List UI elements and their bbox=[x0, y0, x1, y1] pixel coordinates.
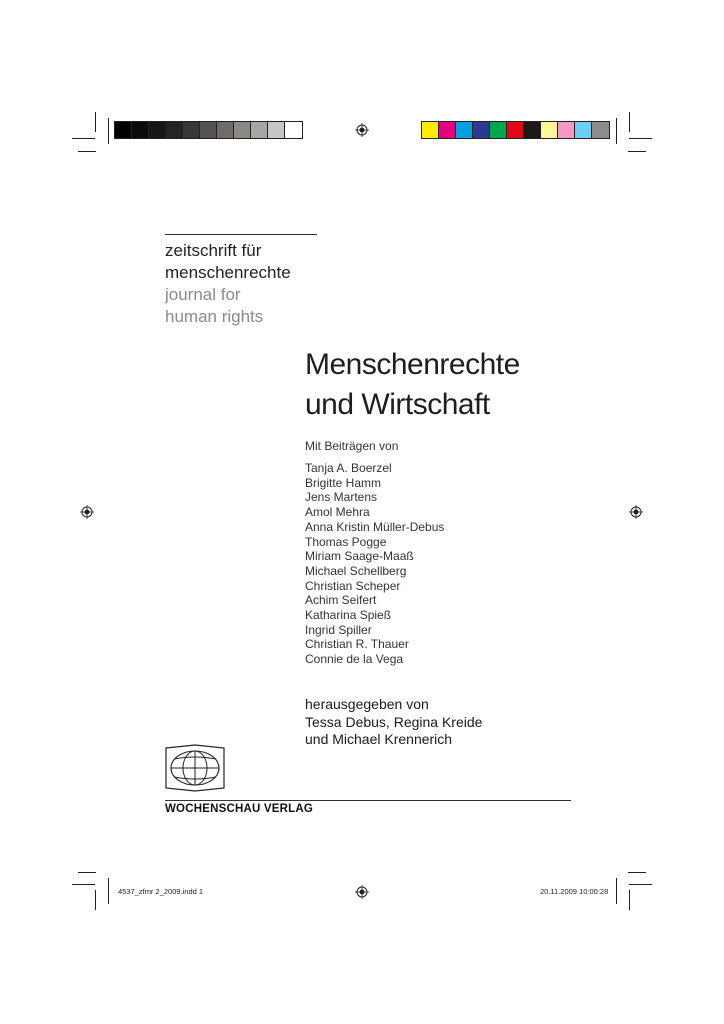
color-swatch bbox=[473, 122, 490, 138]
crop-mark bbox=[628, 872, 646, 873]
crop-mark bbox=[78, 872, 96, 873]
contributor-name: Michael Schellberg bbox=[305, 563, 407, 578]
color-swatch bbox=[456, 122, 473, 138]
contributor-name: Anna Kristin Müller-Debus bbox=[305, 519, 445, 534]
crop-mark bbox=[78, 151, 96, 152]
crop-mark bbox=[616, 878, 617, 904]
crop-mark bbox=[616, 118, 617, 144]
print-slug-file: 4537_zfmr 2_2009.indd 1 bbox=[118, 887, 204, 896]
color-swatch bbox=[115, 122, 132, 138]
contributor-name: Katharina Spieß bbox=[305, 608, 392, 623]
color-swatch bbox=[524, 122, 541, 138]
book-title-line1: Menschenrechte bbox=[305, 348, 520, 381]
journal-title-de-line1: zeitschrift für bbox=[165, 241, 262, 260]
color-swatch bbox=[592, 122, 609, 138]
print-slug-date: 20.11.2009 10:00:28 bbox=[540, 887, 609, 896]
contributor-name: Miriam Saage-Maaß bbox=[305, 549, 414, 564]
contributor-name: Achim Seifert bbox=[305, 593, 377, 608]
color-swatch bbox=[575, 122, 592, 138]
journal-title-de-line2: menschenrechte bbox=[165, 263, 291, 282]
crop-mark bbox=[72, 138, 95, 139]
color-swatch bbox=[422, 122, 439, 138]
color-swatch bbox=[149, 122, 166, 138]
color-swatch bbox=[439, 122, 456, 138]
crop-mark bbox=[629, 112, 630, 132]
color-swatch bbox=[251, 122, 268, 138]
contributor-name: Christian R. Thauer bbox=[305, 637, 409, 652]
contributor-name: Ingrid Spiller bbox=[305, 622, 372, 637]
journal-title-en-line2: human rights bbox=[165, 307, 264, 326]
color-swatch bbox=[217, 122, 234, 138]
registration-mark-icon bbox=[355, 885, 369, 899]
contributor-name: Tanja A. Boerzel bbox=[305, 461, 392, 475]
color-swatch bbox=[268, 122, 285, 138]
color-swatch bbox=[285, 122, 302, 138]
crop-mark bbox=[629, 884, 652, 885]
crop-mark bbox=[629, 138, 652, 139]
color-swatch bbox=[234, 122, 251, 138]
publisher-rule bbox=[165, 800, 571, 801]
journal-title-en-line1: journal for bbox=[165, 285, 241, 304]
contributor-name: Amol Mehra bbox=[305, 505, 370, 520]
book-title-line2: und Wirtschaft bbox=[305, 388, 490, 421]
contributor-name: Connie de la Vega bbox=[305, 652, 404, 667]
color-swatch bbox=[507, 122, 524, 138]
journal-name bbox=[165, 240, 291, 328]
color-swatch bbox=[200, 122, 217, 138]
process-color-bar bbox=[421, 121, 610, 139]
crop-mark bbox=[95, 890, 96, 910]
journal-rule bbox=[165, 234, 317, 235]
contributor-name: Thomas Pogge bbox=[305, 534, 387, 549]
contributors-list bbox=[305, 461, 444, 667]
registration-mark-icon bbox=[629, 505, 643, 519]
crop-mark bbox=[108, 118, 109, 144]
color-swatch bbox=[490, 122, 507, 138]
color-swatch bbox=[558, 122, 575, 138]
editors-line1: herausgegeben von bbox=[305, 696, 429, 712]
book-title bbox=[305, 345, 520, 425]
registration-mark-icon bbox=[80, 505, 94, 519]
contributor-name: Christian Scheper bbox=[305, 578, 401, 593]
grayscale-color-bar bbox=[114, 121, 303, 139]
crop-mark bbox=[628, 151, 646, 152]
globe-icon bbox=[165, 744, 225, 792]
crop-mark bbox=[95, 112, 96, 132]
color-swatch bbox=[132, 122, 149, 138]
crop-mark bbox=[108, 878, 109, 904]
color-swatch bbox=[541, 122, 558, 138]
editors-line3: und Michael Krennerich bbox=[305, 731, 453, 747]
contributor-name: Brigitte Hamm bbox=[305, 475, 382, 490]
contributors-label: Mit Beiträgen von bbox=[305, 439, 399, 453]
crop-mark bbox=[72, 884, 95, 885]
editors-block bbox=[305, 696, 482, 749]
editors-line2: Tessa Debus, Regina Kreide bbox=[305, 713, 483, 730]
registration-mark-icon bbox=[355, 123, 369, 137]
color-swatch bbox=[183, 122, 200, 138]
contributor-name: Jens Martens bbox=[305, 490, 378, 505]
publisher-name: WOCHENSCHAU VERLAG bbox=[165, 803, 313, 815]
color-swatch bbox=[166, 122, 183, 138]
crop-mark bbox=[629, 890, 630, 910]
